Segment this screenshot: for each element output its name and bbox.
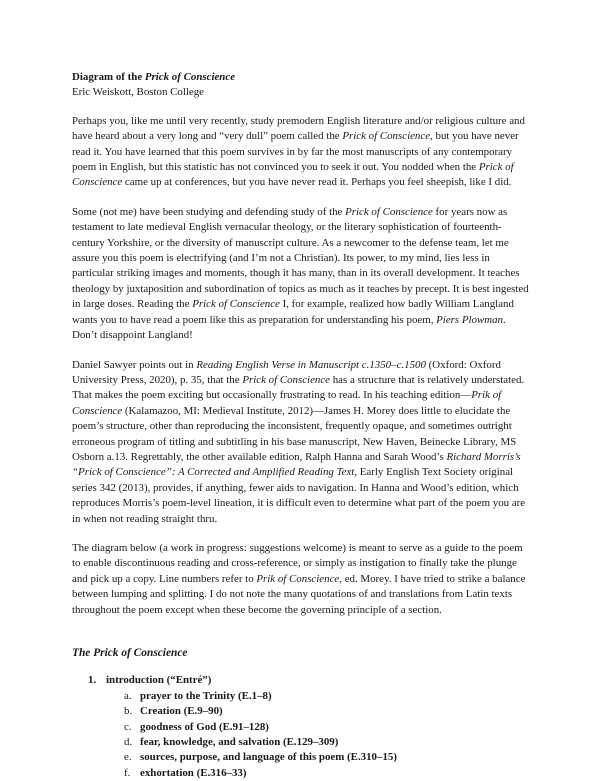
paragraph	[72, 205, 532, 344]
outline-subitem-label: prayer to the Trinity (E.1–8)	[140, 689, 272, 702]
paragraphs	[72, 114, 532, 618]
italic-title-run: Piers Plowman	[436, 313, 503, 326]
paragraph	[72, 541, 532, 618]
outline-subitem-label: sources, purpose, and language of this poem (E.310–15)	[140, 751, 397, 764]
italic-title-run: Prick of Conscience	[192, 298, 280, 311]
italic-title-run: Prik of Conscience	[256, 572, 340, 585]
text-run: . Don’t disappoint Langland!	[72, 313, 506, 342]
italic-title-run: Prick of Conscience	[72, 161, 514, 189]
outline-subitem	[124, 704, 532, 719]
outline-subitem	[124, 750, 532, 765]
text-run: Daniel Sawyer points out in	[72, 358, 197, 371]
outline-heading: The Prick of Conscience	[72, 647, 188, 659]
paragraph	[72, 114, 532, 191]
outline-subitem-letter: c.	[124, 720, 132, 733]
outline-item-number: 1.	[88, 674, 97, 687]
title-prefix: Diagram of the	[72, 71, 145, 83]
text-run: (Oxford: Oxford University Press, 2020), p. 35, that the	[72, 358, 501, 386]
author-line: Eric Weiskott, Boston College	[72, 86, 205, 99]
outline-list	[72, 673, 532, 781]
italic-title-run: Richard Morris’s “Prick of Conscience”: A Corrected and Amplified Reading Text	[72, 450, 521, 479]
text-run: has a structure that is relatively understated. That makes the poem exciting but occasionally frustrating to read. In his teaching edition—	[72, 373, 525, 402]
text-run: , ed. Morey. I have tried to strike a balance between lumping and splitting. I do not note the many quotations of and translations from Latin texts throughout the poem except when these become the governing principle of a section.	[72, 572, 526, 616]
outline-subitem-letter: d.	[124, 736, 133, 749]
text-run: for years now as testament to late medieval English vernacular theology, or the literary sophistication of fourteenth-century Yorkshire, or the diversity of manuscript culture. As a newcomer to the defense team, let me assure you this poem is electrifying (and I’m not a Christian). Its power, to my mind, lies less in particular striking images and moments, though it has many, than in its overall development. It teaches theology by juxtaposition and subordination of topics as much as it teaches by precept. It is best ingested in large doses. Reading the	[72, 205, 529, 311]
outline-subitem-label: goodness of God (E.91–128)	[140, 720, 269, 733]
outline-subitem-letter: a.	[124, 689, 132, 702]
outline-item	[88, 673, 532, 688]
italic-title-run: Prik of Conscience	[72, 389, 502, 417]
italic-title-run: Prick of Conscience	[242, 373, 331, 386]
outline-subitem	[124, 766, 532, 781]
outline-item-label: introduction (“Entré”)	[106, 674, 212, 687]
text-run: I, for example, realized how badly William Langland wants you to have read a poem like this as preparation for understanding his poem,	[72, 298, 514, 326]
italic-title-run: Reading English Verse in Manuscript c.1350–c.1500	[196, 358, 426, 371]
text-run: The diagram below (a work in progress: suggestions welcome) is meant to serve as a guide to the poem to enable discontinuous reading and cross-reference, or simply as instigation to finally take the plunge and pick up a copy. Line numbers refer to	[72, 541, 523, 585]
document-title	[72, 70, 532, 85]
text-run: Some (not me) have been studying and defending study of the	[72, 205, 346, 218]
outline-subitem	[124, 689, 532, 704]
outline-subitem	[124, 735, 532, 750]
text-run: , but you have never read it. You have learned that this poem survives in by far the most manuscripts of any contemporary poem in English, but this statistic has not convinced you to seek it out. You nodded when the	[72, 130, 519, 174]
title-italic: Prick of Conscience	[144, 71, 236, 83]
outline-subitem-letter: b.	[124, 705, 133, 718]
italic-title-run: Prick of Conscience	[342, 130, 431, 143]
outline-subitem-label: Creation (E.9–90)	[140, 705, 223, 718]
outline-subitem-letter: e.	[124, 751, 132, 764]
outline-subitem-label: exhortation (E.316–33)	[140, 766, 247, 779]
text-run: Perhaps you, like me until very recently, study premodern English literature and/or religious culture and have heard about a very long and “very dull” poem called the	[72, 114, 525, 143]
outline-subitem	[124, 720, 532, 735]
paragraph	[72, 358, 532, 527]
outline-subitem-letter: f.	[124, 766, 131, 779]
italic-title-run: Prick of Conscience	[345, 205, 433, 218]
outline-subitem-label: fear, knowledge, and salvation (E.129–309)	[140, 736, 339, 749]
text-run: came up at conferences, but you have never read it. Perhaps you feel sheepish, like I did.	[122, 176, 512, 189]
text-run: , Early English Text Society original series 342 (2013), provides, if anything, fewer aids to navigation. In Hanna and Wood’s edition, which reproduces Morris’s poem-level lineation, it is difficult even to determine what part of the poem you are in when not reading straight thru.	[72, 466, 526, 525]
document-header	[72, 70, 532, 101]
document-body	[72, 70, 532, 781]
text-run: (Kalamazoo, MI: Medieval Institute, 2012)—James H. Morey does little to elucidate the poem’s structure, other than reproducing the inconsistent, frequently opaque, and sometimes outright erroneous program of titling and subtitling in his base manuscript, New Haven, Beinecke Library, MS Osborn a.13. Regrettably, the other available edition, Ralph Hanna and Sarah Wood’s	[72, 404, 517, 463]
